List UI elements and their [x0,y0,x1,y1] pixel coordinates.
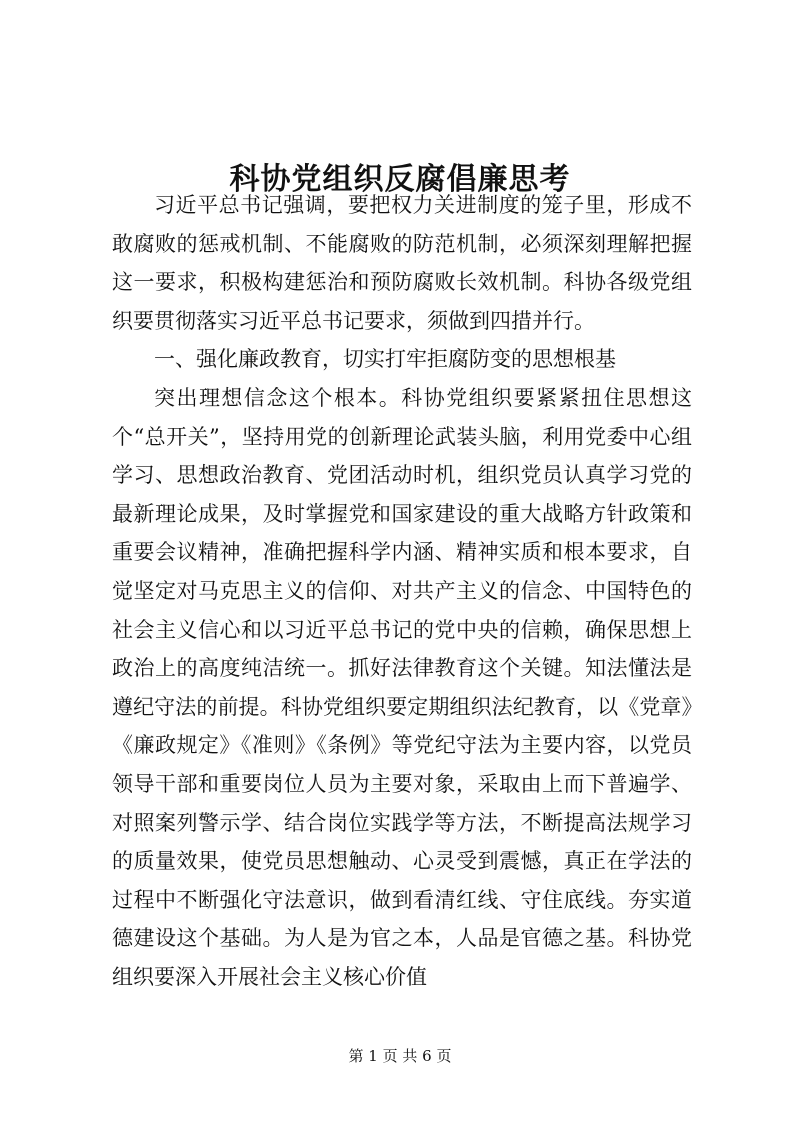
paragraph-section-1: 突出理想信念这个根本。科协党组织要紧紧扭住思想这个“总开关”，坚持用党的创新理论武装头脑，利用党委中心组学习、思想政治教育、党团活动时机，组织党员认真学习党的最新理论成果，及时掌握党和国家建设的重大战略方针政策和重要会议精神，准确把握科学内涵、精神实质和根本要求，自觉坚定对马克思主义的信仰、对共产主义的信念、中国特色的社会主义信心和以习近平总书记的党中央的信赖，确保思想上政治上的高度纯洁统一。抓好法律教育这个关键。知法懂法是遵纪守法的前提。科协党组织要定期组织法纪教育，以《党章》《廉政规定》《准则》《条例》等党纪守法为主要内容，以党员领导干部和重要岗位人员为主要对象，采取由上而下普遍学、对照案列警示学、结合岗位实践学等方法，不断提高法规学习的质量效果，使党员思想触动、心灵受到震憾，真正在学法的过程中不断强化守法意识，做到看清红线、守住底线。夯实道德建设这个基础。为人是为官之本，人品是官德之基。科协党组织要深入开展社会主义核心价值 [112,385,692,989]
page-number: 第 1 页 共 6 页 [348,1047,452,1065]
document-body [112,186,692,996]
paragraph-intro: 习近平总书记强调，要把权力关进制度的笼子里，形成不敢腐败的惩戒机制、不能腐败的防范机制，必须深刻理解把握这一要求，积极构建惩治和预防腐败长效机制。科协各级党组织要贯彻落实习近平总书记要求，须做到四措并行。 [112,193,692,333]
document-title: 科协党组织反腐倡廉思考 [229,162,571,198]
section-heading-1: 一、强化廉政教育，切实打牢拒腐防变的思想根基 [154,347,616,372]
